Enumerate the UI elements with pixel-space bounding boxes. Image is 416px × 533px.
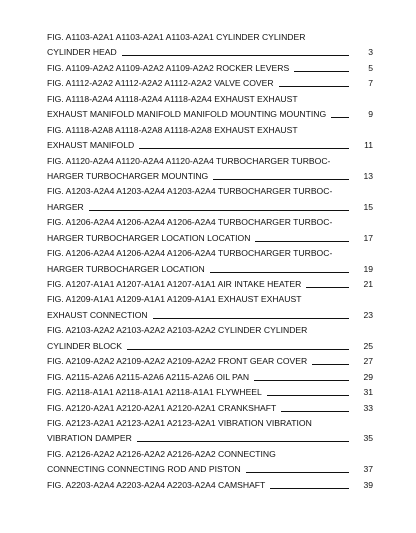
- toc-entry-text: FIG. A2203-A2A4 A2203-A2A4 A2203-A2A4 CAMSHAFT: [47, 479, 266, 490]
- toc-entry-text: CYLINDER HEAD: [47, 47, 117, 58]
- toc-entry-last-line: [47, 280, 373, 295]
- toc-entry-line: [47, 419, 373, 434]
- toc-entry-last-line: [47, 203, 373, 218]
- toc-entry-last-line: [47, 311, 373, 326]
- toc-entry-text: FIG. A2126-A2A2 A2126-A2A2 A2126-A2A2 CONNECTING: [47, 448, 276, 459]
- toc-entry[interactable]: [47, 187, 373, 218]
- toc-leader-line: [255, 234, 349, 242]
- toc-entry[interactable]: [47, 450, 373, 481]
- toc-leader-line: [213, 172, 349, 180]
- toc-entry[interactable]: [47, 326, 373, 357]
- toc-entry-last-line: [47, 265, 373, 280]
- toc-leader-line: [127, 342, 349, 350]
- toc-page-number: 27: [363, 356, 373, 367]
- toc-entry-last-line: [47, 141, 373, 156]
- toc-page-number: 23: [363, 309, 373, 320]
- toc-entry-text: EXHAUST CONNECTION: [47, 309, 148, 320]
- toc-entry-text: FIG. A2118-A1A1 A2118-A1A1 A2118-A1A1 FLYWHEEL: [47, 387, 262, 398]
- toc-entry[interactable]: [47, 295, 373, 326]
- toc-entry-text: FIG. A1209-A1A1 A1209-A1A1 A1209-A1A1 EXHAUST EXHAUST: [47, 294, 302, 305]
- toc-entry-line: [47, 218, 373, 233]
- toc-page-number: 39: [363, 479, 373, 490]
- toc-page-number: 15: [363, 201, 373, 212]
- toc-entry-text: FIG. A1118-A2A4 A1118-A2A4 A1118-A2A4 EXHAUST EXHAUST: [47, 93, 298, 104]
- toc-entry-text: HARGER TURBOCHARGER LOCATION LOCATION: [47, 232, 251, 243]
- toc-entry[interactable]: [47, 249, 373, 280]
- toc-entry-line: [47, 450, 373, 465]
- toc-entry-line: [47, 187, 373, 202]
- toc-entry-last-line: [47, 172, 373, 187]
- toc-page-number: 21: [363, 279, 373, 289]
- toc-entry[interactable]: [47, 79, 373, 94]
- toc-page-number: 29: [363, 371, 373, 382]
- toc-leader-line: [331, 110, 349, 118]
- toc-page-number: 7: [368, 78, 373, 89]
- toc-page-number: 37: [363, 464, 373, 475]
- toc-entry-line: [47, 157, 373, 172]
- toc-entry[interactable]: [47, 33, 373, 64]
- toc-entry-line: [47, 295, 373, 310]
- toc-entry-text: EXHAUST MANIFOLD MANIFOLD MANIFOLD MOUNTING MOUNTING: [47, 109, 327, 120]
- toc-entry-text: HARGER: [47, 201, 84, 212]
- toc-entry-text: FIG. A2115-A2A6 A2115-A2A6 A2115-A2A6 OIL PAN: [47, 371, 250, 382]
- toc-entry-text: FIG. A1206-A2A4 A1206-A2A4 A1206-A2A4 TURBOCHARGER TURBOC-: [47, 248, 333, 259]
- toc-entry-last-line: [47, 373, 373, 388]
- toc-entry-text: FIG. A1118-A2A8 A1118-A2A8 A1118-A2A8 EXHAUST EXHAUST: [47, 124, 298, 135]
- toc-page-number: 9: [368, 109, 373, 120]
- toc-leader-line: [153, 311, 349, 319]
- toc-entry-line: [47, 33, 373, 48]
- toc-entry-text: FIG. A1103-A2A1 A1103-A2A1 A1103-A2A1 CYLINDER CYLINDER: [47, 32, 306, 42]
- toc-leader-line: [267, 388, 349, 396]
- toc-entry[interactable]: [47, 218, 373, 249]
- toc-entry-last-line: [47, 342, 373, 357]
- toc-page-number: 19: [363, 263, 373, 274]
- toc-entry-last-line: [47, 465, 373, 480]
- toc-page-number: 35: [363, 433, 373, 444]
- toc-entry-text: FIG. A2120-A2A1 A2120-A2A1 A2120-A2A1 CRANKSHAFT: [47, 402, 277, 413]
- toc-entry-text: FIG. A1109-A2A2 A1109-A2A2 A1109-A2A2 ROCKER LEVERS: [47, 62, 290, 73]
- toc-leader-line: [137, 434, 349, 442]
- toc-entry[interactable]: [47, 404, 373, 419]
- toc-page-number: 33: [363, 402, 373, 413]
- toc-leader-line: [89, 203, 349, 211]
- toc-page-number: 11: [364, 140, 373, 151]
- toc-entry-text: EXHAUST MANIFOLD: [47, 140, 135, 151]
- toc-entry-last-line: [47, 110, 373, 125]
- toc-entry-text: CYLINDER BLOCK: [47, 340, 122, 351]
- toc-entry-line: [47, 126, 373, 141]
- toc-entry[interactable]: [47, 126, 373, 157]
- toc-page-number: 31: [363, 387, 373, 398]
- toc-entry-text: FIG. A1207-A1A1 A1207-A1A1 A1207-A1A1 AIR INTAKE HEATER: [47, 279, 302, 289]
- toc-leader-line: [254, 373, 349, 381]
- toc-page-number: 17: [363, 232, 373, 243]
- toc-entry-text: HARGER TURBOCHARGER LOCATION: [47, 263, 205, 274]
- toc-leader-line: [270, 481, 349, 489]
- toc-entry-last-line: [47, 234, 373, 249]
- toc-entry-text: CONNECTING CONNECTING ROD AND PISTON: [47, 464, 241, 475]
- toc-entry-text: FIG. A1203-A2A4 A1203-A2A4 A1203-A2A4 TURBOCHARGER TURBOC-: [47, 186, 333, 197]
- toc-entry-line: [47, 249, 373, 264]
- toc-leader-line: [122, 48, 349, 56]
- toc-leader-line: [139, 141, 349, 149]
- toc-entry[interactable]: [47, 64, 373, 79]
- toc-leader-line: [281, 404, 349, 412]
- toc-entry-last-line: [47, 357, 373, 372]
- toc-entry-text: HARGER TURBOCHARGER MOUNTING: [47, 170, 209, 181]
- toc-leader-line: [210, 265, 349, 273]
- toc-entry-last-line: [47, 481, 373, 496]
- toc-entry-text: FIG. A1112-A2A2 A1112-A2A2 A1112-A2A2 VALVE COVER: [47, 78, 274, 89]
- toc-entry-text: FIG. A1206-A2A4 A1206-A2A4 A1206-A2A4 TURBOCHARGER TURBOC-: [47, 217, 333, 228]
- toc-entry-last-line: [47, 64, 373, 79]
- toc-entry[interactable]: [47, 95, 373, 126]
- toc-leader-line: [279, 79, 349, 87]
- toc-entry-line: [47, 95, 373, 110]
- toc-leader-line: [312, 357, 349, 365]
- toc-page-number: 13: [363, 170, 373, 181]
- toc-entry[interactable]: [47, 280, 373, 295]
- table-of-contents: [47, 33, 373, 496]
- toc-entry[interactable]: [47, 157, 373, 188]
- toc-entry-text: FIG. A2109-A2A2 A2109-A2A2 A2109-A2A2 FRONT GEAR COVER: [47, 356, 308, 367]
- toc-entry-text: FIG. A2123-A2A1 A2123-A2A1 A2123-A2A1 VIBRATION VIBRATION: [47, 417, 312, 428]
- toc-entry-text: FIG. A1120-A2A4 A1120-A2A4 A1120-A2A4 TURBOCHARGER TURBOC-: [47, 155, 331, 166]
- toc-entry[interactable]: [47, 357, 373, 372]
- toc-leader-line: [294, 64, 349, 72]
- toc-entry-last-line: [47, 48, 373, 63]
- toc-entry[interactable]: [47, 373, 373, 388]
- toc-entry-text: FIG. A2103-A2A2 A2103-A2A2 A2103-A2A2 CYLINDER CYLINDER: [47, 325, 308, 336]
- toc-page-number: 3: [368, 47, 373, 58]
- toc-entry[interactable]: [47, 481, 373, 496]
- toc-entry-last-line: [47, 404, 373, 419]
- toc-entry-last-line: [47, 388, 373, 403]
- toc-leader-line: [306, 280, 349, 288]
- toc-entry-text: VIBRATION DAMPER: [47, 433, 132, 444]
- toc-entry-line: [47, 326, 373, 341]
- toc-entry[interactable]: [47, 388, 373, 403]
- toc-page-number: 5: [368, 62, 373, 73]
- toc-entry-last-line: [47, 434, 373, 449]
- toc-entry-last-line: [47, 79, 373, 94]
- toc-leader-line: [246, 465, 349, 473]
- toc-entry[interactable]: [47, 419, 373, 450]
- toc-page-number: 25: [363, 340, 373, 351]
